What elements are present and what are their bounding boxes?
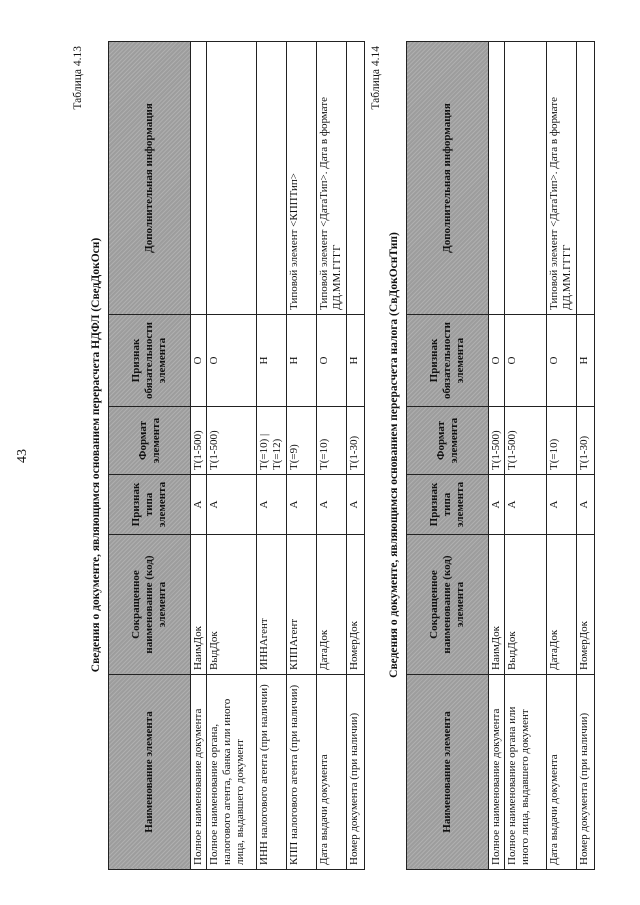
page-number: 43: [15, 449, 30, 463]
table-row: [317, 42, 347, 870]
table-cell: Типовой элемент <ДатаТип>. Дата в формате ДД.ММ.ГГГГ: [317, 42, 347, 315]
table-label: Таблица 4.14: [370, 46, 382, 110]
table-cell: T(1-30): [577, 407, 595, 475]
table-cell: Дата выдачи документа: [547, 675, 577, 870]
table-cell: T(1-500): [191, 407, 207, 475]
table-4-14: [406, 41, 595, 870]
table-cell: Полное наименование органа или иного лица, выдавшего документ: [505, 675, 547, 870]
table-cell: О: [317, 315, 347, 407]
table-cell: НомерДок: [577, 535, 595, 675]
table-label: Таблица 4.13: [72, 46, 84, 110]
table-cell: T(=10): [317, 407, 347, 475]
table-cell: Номер документа (при наличии): [577, 675, 595, 870]
table-cell: НаимДок: [489, 535, 505, 675]
column-header: Сокращенное наименование (код) элемента: [407, 535, 489, 675]
table-cell: Типовой элемент <ДатаТип>. Дата в формате ДД.ММ.ГГГГ: [547, 42, 577, 315]
table-cell: ИНН налогового агента (при наличии): [257, 675, 287, 870]
column-header: Признак типа элемента: [407, 475, 489, 535]
table-row: [505, 42, 547, 870]
table-cell: T(1-30): [347, 407, 365, 475]
table-cell: T(1-500): [505, 407, 547, 475]
column-header: Дополнительная информация: [407, 42, 489, 315]
rotated-content: [70, 40, 630, 870]
table-row: [207, 42, 257, 870]
table-cell: [577, 42, 595, 315]
table-cell: А: [287, 475, 317, 535]
table-cell: Типовой элемент <КППТип>: [287, 42, 317, 315]
table-cell: А: [505, 475, 547, 535]
table-cell: О: [489, 315, 505, 407]
table-header-row: [109, 42, 191, 870]
table-cell: НомерДок: [347, 535, 365, 675]
table-cell: ДатаДок: [547, 535, 577, 675]
table-row: [347, 42, 365, 870]
table-cell: О: [191, 315, 207, 407]
table-cell: Полное наименование документа: [191, 675, 207, 870]
table-4-13: [108, 41, 365, 870]
column-header: Формат элемента: [407, 407, 489, 475]
table-row: [257, 42, 287, 870]
table-cell: Полное наименование органа, налогового агента, банка или иного лица, выдавшего документ: [207, 675, 257, 870]
table-cell: ДатаДок: [317, 535, 347, 675]
table-row: [191, 42, 207, 870]
table-cell: T(=10) | T(=12): [257, 407, 287, 475]
table-cell: А: [489, 475, 505, 535]
table-cell: КПП налогового агента (при наличии): [287, 675, 317, 870]
column-header: Наименование элемента: [109, 675, 191, 870]
table-cell: О: [505, 315, 547, 407]
table-cell: Н: [287, 315, 317, 407]
table-cell: Н: [347, 315, 365, 407]
table-cell: А: [547, 475, 577, 535]
table-cell: T(1-500): [207, 407, 257, 475]
table-title: Сведения о документе, являющимся основанием перерасчета НДФЛ (СведДокОсн): [90, 237, 102, 673]
table-cell: А: [577, 475, 595, 535]
column-header: Признак обязательности элемента: [109, 315, 191, 407]
table-cell: О: [547, 315, 577, 407]
table-cell: А: [317, 475, 347, 535]
table-row: [489, 42, 505, 870]
table-cell: О: [207, 315, 257, 407]
column-header: Сокращенное наименование (код) элемента: [109, 535, 191, 675]
table-cell: ВыдДок: [207, 535, 257, 675]
column-header: Формат элемента: [109, 407, 191, 475]
table-row: [287, 42, 317, 870]
table-cell: [489, 42, 505, 315]
table-cell: ИННАгент: [257, 535, 287, 675]
table-cell: [257, 42, 287, 315]
table-cell: ВыдДок: [505, 535, 547, 675]
column-header: Признак типа элемента: [109, 475, 191, 535]
column-header: Дополнительная информация: [109, 42, 191, 315]
table-row: [577, 42, 595, 870]
table-cell: Полное наименование документа: [489, 675, 505, 870]
table-cell: [191, 42, 207, 315]
table-cell: А: [347, 475, 365, 535]
table-title: Сведения о документе, являющимся основанием перерасчета налога (СвДокОснТип): [388, 232, 400, 678]
column-header: Наименование элемента: [407, 675, 489, 870]
table-cell: А: [207, 475, 257, 535]
table-cell: Дата выдачи документа: [317, 675, 347, 870]
table-cell: [207, 42, 257, 315]
table-cell: Н: [257, 315, 287, 407]
table-cell: НаимДок: [191, 535, 207, 675]
table-cell: Номер документа (при наличии): [347, 675, 365, 870]
table-header-row: [407, 42, 489, 870]
table-cell: T(=10): [547, 407, 577, 475]
table-cell: [347, 42, 365, 315]
table-cell: А: [257, 475, 287, 535]
table-cell: Н: [577, 315, 595, 407]
table-cell: КППАгент: [287, 535, 317, 675]
table-row: [547, 42, 577, 870]
table-cell: [505, 42, 547, 315]
table-cell: А: [191, 475, 207, 535]
column-header: Признак обязательности элемента: [407, 315, 489, 407]
table-cell: T(=9): [287, 407, 317, 475]
table-cell: T(1-500): [489, 407, 505, 475]
